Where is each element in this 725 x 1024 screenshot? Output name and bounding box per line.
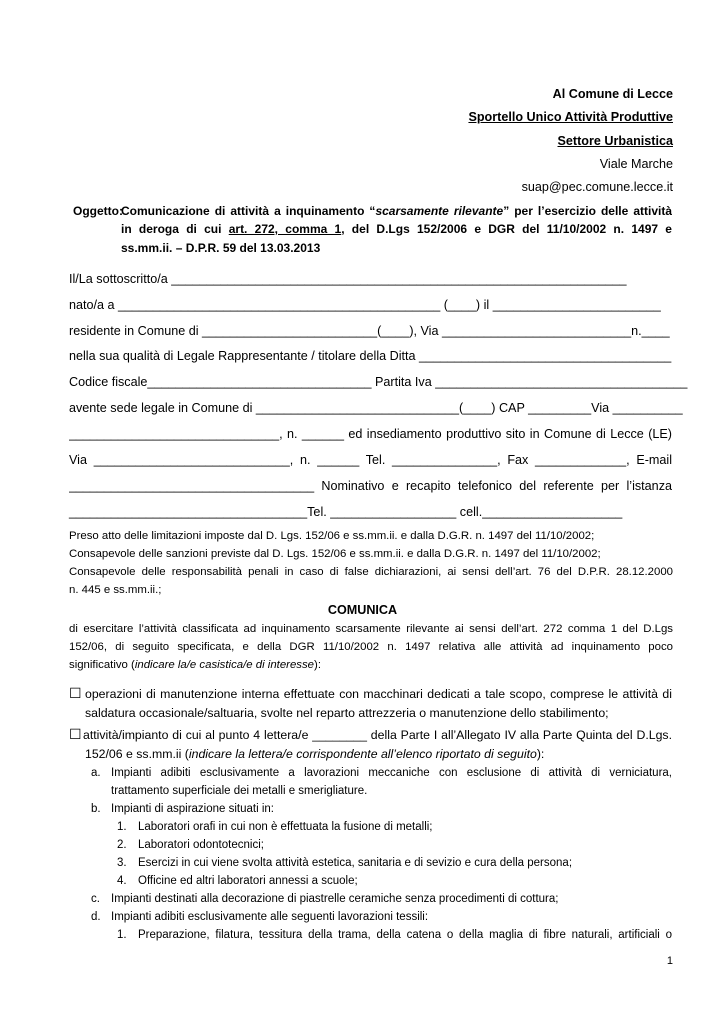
form-line-sede-legale: avente sede legale in Comune di _____________________________(____) CAP _________Via __________ [69,401,683,415]
recipient-line-4: Viale Marche [599,157,673,171]
list-item-b1: Laboratori orafi in cui non è effettuata la fusione di metalli; [138,821,433,833]
list-item-b3: Esercizi in cui viene svolta attività estetica, sanitaria e di sevizio e cura della persona; [138,857,573,869]
list-marker-d: d. [91,911,101,923]
list-item-a-line-1: Impianti adibiti esclusivamente a lavorazioni meccaniche con esclusione di attività di verniciatura, [111,767,672,779]
comunica-line-1: di esercitare l’attività classificata ad inquinamento scarsamente rilevante ai sensi dell’art. 272 comma 1 del D.Lgs [69,623,673,635]
list-marker-d1: 1. [117,929,127,941]
list-item-b2: Laboratori odontotecnici; [138,839,264,851]
list-item-c: Impianti destinati alla decorazione di piastrelle ceramiche senza procedimenti di cottura; [111,893,559,905]
list-marker-b1: 1. [117,821,127,833]
option-2-line-2: 152/06 e ss.mm.ii (indicare la lettera/e corrispondente all’elenco riportato di seguito): [85,747,545,761]
list-marker-b4: 4. [117,875,127,887]
premise-line-4: n. 445 e ss.mm.ii.; [69,584,162,596]
checkbox-icon[interactable]: ☐ [69,726,82,742]
recipient-line-3: Settore Urbanistica [557,134,673,148]
form-line-residente: residente in Comune di _________________________(____), Via ___________________________n.____ [69,324,670,338]
recipient-line-5: suap@pec.comune.lecce.it [521,180,673,194]
page-number: 1 [666,955,673,967]
option-1-line-2: saldatura occasionale/saltuaria, svolte nel reparto attrezzeria o manutenzione dello stabilimento; [85,706,609,720]
comunica-line-2: 152/06, di seguito specificata, e della DGR 11/10/2002 n. 1497 relativa alle attività ad inquinamento poco [69,641,673,653]
list-marker-b3: 3. [117,857,127,869]
subject-label: Oggetto: [73,204,123,218]
option-1-line-1: operazioni di manutenzione interna effettuate con macchinari dedicati a tale scopo, comprese le attività di [85,687,672,701]
premise-line-3: Consapevole delle responsabilità penali in caso di false dichiarazioni, ai sensi dell’art. 76 del D.P.R. 28.12.2000 [69,566,673,578]
list-marker-a: a. [91,767,101,779]
subject-line-2: in deroga di cui art. 272, comma 1, del D.Lgs 152/2006 e DGR del 11/10/2002 n. 1497 e [121,222,672,236]
subject-line-3: ss.mm.ii. – D.P.R. 59 del 13.03.2013 [121,241,321,255]
list-item-d: Impianti adibiti esclusivamente alle seguenti lavorazioni tessili: [111,911,429,923]
form-line-via-tel: Via ____________________________, n. ______ Tel. _______________, Fax _____________, E-mail [69,453,672,467]
recipient-line-2: Sportello Unico Attività Produttive [468,110,673,124]
subject-line-1: Comunicazione di attività a inquinamento “scarsamente rilevante” per l’esercizio delle attività [121,204,672,218]
list-item-a-line-2: trattamento superficiale dei metalli e smerigliature. [111,785,368,797]
recipient-line-1: Al Comune di Lecce [552,87,673,101]
checkbox-icon[interactable]: ☐ [69,685,82,701]
list-item-d1: Preparazione, filatura, tessitura della trama, della catena o della maglia di fibre naturali, artificiali o [138,929,672,941]
list-marker-b2: 2. [117,839,127,851]
option-2-line-1: attività/impianto di cui al punto 4 lettera/e ________ della Parte I all’Allegato IV alla Parte Quinta del D.Lgs. [83,728,672,742]
comunica-heading: COMUNICA [327,603,398,617]
premise-line-1: Preso atto delle limitazioni imposte dal D. Lgs. 152/06 e ss.mm.ii. e dalla D.G.R. n. 1497 del 11/10/2002; [69,530,595,542]
premise-line-2: Consapevole delle sanzioni previste dal D. Lgs. 152/06 e ss.mm.ii. e dalla D.G.R. n. 1497 del 11/10/2002; [69,548,601,560]
form-line-insediamento: ______________________________, n. ______ ed insediamento produttivo sito in Comune di Lecce (LE) [69,427,672,441]
form-line-sottoscritto: Il/La sottoscritto/a _________________________________________________________________ [69,272,627,286]
form-line-referente-tel: __________________________________Tel. __________________ cell.____________________ [69,505,623,519]
comunica-line-3: significativo (indicare la/e casistica/e di interesse): [69,659,321,671]
list-item-b4: Officine ed altri laboratori annessi a scuole; [138,875,358,887]
list-marker-b: b. [91,803,101,815]
form-line-referente: ___________________________________ Nominativo e recapito telefonico del referente per l’istanza [69,479,672,493]
list-item-b: Impianti di aspirazione situati in: [111,803,274,815]
form-line-nato: nato/a a ______________________________________________ (____) il ________________________ [69,298,661,312]
form-line-qualita: nella sua qualità di Legale Rappresentante / titolare della Ditta ____________________________________ [69,349,672,363]
list-marker-c: c. [91,893,100,905]
form-line-codice-fiscale: Codice fiscale________________________________ Partita Iva ____________________________________ [69,375,688,389]
